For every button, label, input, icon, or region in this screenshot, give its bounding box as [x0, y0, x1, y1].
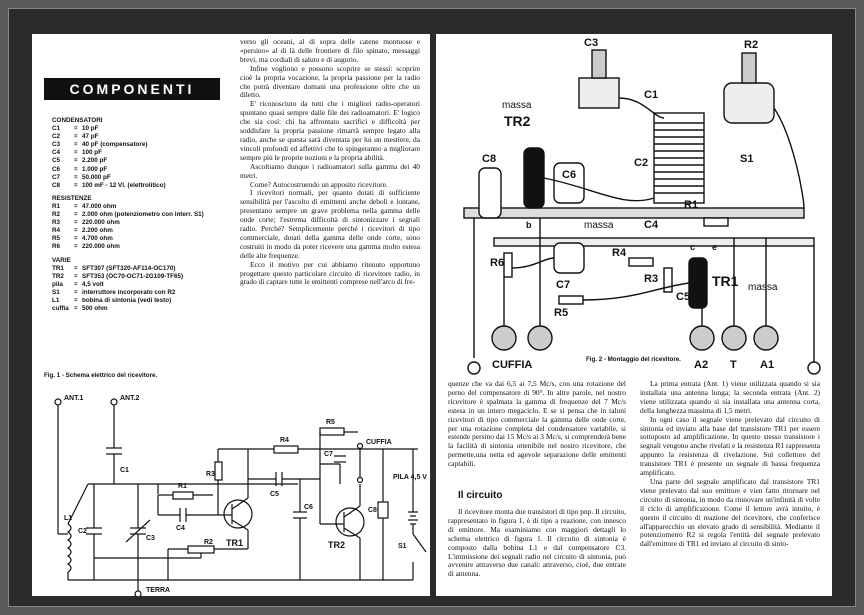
list-item: C4 = 100 pF [52, 149, 250, 157]
item-key: S1 [52, 288, 60, 296]
list-item: C1 = 10 pF [52, 125, 250, 133]
wiring-label: A2 [694, 359, 709, 371]
paragraph: Infine vogliono e possono scoprire se stessi: scoprire cioè la propria vocazione, la propria passione per la radio che potrà diventare domani una professione oltre che un diletto. [240, 63, 420, 100]
item-key: C1 [52, 125, 61, 133]
list-item: C8 = 100 mF - 12 Vl. (elettrolitico) [52, 182, 250, 190]
item-value: 2.000 ohm (potenziometro con interr. S1) [82, 211, 204, 219]
section-heading: VARIE [52, 256, 71, 264]
right-page [436, 34, 832, 596]
list-item: cuffia = 500 ohm [52, 305, 250, 313]
item-key: R5 [52, 235, 61, 243]
item-value: 4.700 ohm [82, 235, 113, 243]
item-key: L1 [52, 296, 60, 304]
list-item: C2 = 47 pF [52, 133, 250, 141]
wiring-label: C6 [562, 169, 577, 181]
paragraph: Ascoltiamo dunque i radioamatori sulla gamma dei 40 metri. [240, 161, 420, 180]
item-value: 50.000 pF [82, 173, 111, 181]
item-value: 40 pF (compensatore) [82, 141, 148, 149]
components-list [52, 112, 250, 313]
list-item: R5 = 4.700 ohm [52, 235, 250, 243]
wiring-label: massa [584, 220, 614, 231]
schematic-diagram [38, 384, 426, 594]
wiring-label: T [730, 359, 737, 371]
components-heading: COMPONENTI [44, 78, 220, 100]
wiring-label: C8 [482, 153, 497, 165]
wiring-label: R2 [744, 39, 759, 51]
list-item: C7 = 50.000 pF [52, 174, 250, 182]
paragraph: Ecco il motivo per cui abbiamo ritenuto opportuno progettare questo particolare circuito di ricevitore radio, in grado di captare tutte le emittenti comprese nell'arco di fre- [240, 259, 420, 287]
article-column-right-c [640, 380, 820, 549]
schematic-label: R5 [326, 419, 335, 426]
schematic-label: C4 [176, 525, 185, 532]
wiring-label: C7 [556, 279, 571, 291]
schematic-label: ANT.1 [64, 395, 84, 402]
item-value: 100 pF [82, 149, 102, 157]
wiring-label: C4 [644, 219, 659, 231]
item-key: C2 [52, 133, 61, 141]
wiring-label: C2 [634, 157, 649, 169]
item-value: 4,5 volt [82, 280, 104, 288]
paragraph: verso gli oceani, al di sopra delle catene montuose e «persino» al di là delle frontiere di filo spinato, messaggi brevi, ma cordiali di saluto e di augurio. [240, 37, 420, 64]
paragraph: I ricevitori normali, per quanto dotati di sufficiente sensibilità per l'ascolto di emittenti anche deboli e lontane, presentano sempre un grave problema nella gamma delle onde corte; l'estrema difficoltà di sintonizzare i segnali radio. Perché? Semplicemente perché i ricevitori di tipo commerciale, dotati della gamma delle onde corte, sono costruiti in modo da poter ricevere una gamma molto estesa delle alte frequenze. [240, 188, 420, 260]
paragraph: Una parte del segnale amplificato dal transistore TR1 viene prelevato dal suo emittore e vien fatto ritornare nel circuito di sintonia, in modo da rinnovare un'infinità di volte il ciclo di amplificazione. Come il lettore avrà intuito, è questo il circuito di reazione del ricevitore, che conferisce all'apparecchio un elevato grado di sensibilità. Mediante il potenziometro R2 si regola l'entità del segnale prelevato dall'emittore di TR1 ed inviato al circuito di sinto- [640, 476, 820, 549]
list-item: C5 = 2.200 pF [52, 157, 250, 165]
schematic-label: L1 [64, 515, 73, 522]
wiring-label: c [690, 242, 696, 252]
paragraph: quenze che va dai 6,5 ai 7,5 Mc/s, con una rotazione del perno del compensatore di 90°. In altre parole, nel nostro ricevitore è spalmata la gamma di frequenze del 7 Mc/s estesa in un intero megaciclo. E se si pensa che in taluni ricevitori di tipo commerciale la gamma delle onde corte, per una rotazione completa del condensatore variabile, si estende persino dai 15 Mc/s ai 3 Mc/s, si comprenderà bene la facilità di sintonia ottenibile nel nostro ricevitore, che permette,una netta ed agevole separazione delle emittenti captabili. [448, 379, 626, 469]
item-value: SFT307 (SFT320-AF114-OC170) [82, 264, 176, 272]
item-key: R2 [52, 211, 61, 219]
paragraph: In ogni caso il segnale viene prelevato dal circuito di sintonia ed inviato alla base del transistore TR1 per essere sottoposto ad amplificazione. In questo stesso transistore i segnali vengono anche rivelati e la resistenza R1 rappresenta appunto la resistenza di rivelazione. Sul collettore del transistore TR1 è presente un segnale di bassa frequenza amplificato. [640, 414, 820, 478]
wiring-label: R5 [554, 307, 569, 319]
wiring-label: C5 [676, 291, 691, 303]
list-item: TR2 = SFT353 (OC70-OC71-2G109-TF65) [52, 273, 250, 281]
item-key: R3 [52, 219, 61, 227]
item-value: 47 pF [82, 133, 99, 141]
schematic-label: ANT.2 [120, 395, 140, 402]
item-value: 2.200 ohm [82, 227, 113, 235]
wiring-label: R3 [644, 273, 659, 285]
schematic-label: C7 [324, 451, 333, 458]
item-key: R4 [52, 227, 61, 235]
item-value: 220.000 ohm [82, 243, 120, 251]
wiring-label: R4 [612, 247, 627, 259]
wiring-label: b [526, 220, 532, 230]
schematic-label: C2 [78, 528, 87, 535]
item-key: C4 [52, 149, 61, 157]
item-key: TR1 [52, 264, 64, 272]
item-key: pila [52, 280, 63, 288]
schematic-label: R3 [206, 471, 215, 478]
schematic-label: R4 [280, 437, 289, 444]
article-column-left [240, 38, 420, 287]
article-column-right-a [448, 380, 626, 469]
schematic-label: CUFFIA [366, 439, 392, 446]
list-item: pila = 4,5 volt [52, 281, 250, 289]
paragraph: E' riconosciuto da tutti che i migliori radio-operatori spuntano quasi sempre dalle file dei radioamatori. E' logico che sia così: chi ha affrontato sacrifici e difficoltà per soddisfare la propria passione rimarrà sempre legato alla radio, anche se questa sarà diventata per lui un mestiere, da vincoli profondi ed affettivi che lo spingeranno a migliorare sempre più le proprie nozioni e la propria abilità. [240, 99, 420, 162]
item-value: bobina di sintonia (vedi testo) [82, 296, 172, 304]
list-item: TR1 = SFT307 (SFT320-AF114-OC170) [52, 265, 250, 273]
article-column-right-b [448, 508, 626, 579]
item-key: C3 [52, 141, 61, 149]
section-heading: CONDENSATORI [52, 117, 103, 124]
item-value: 10 pF [82, 125, 99, 133]
item-key: C5 [52, 157, 61, 165]
item-key: R1 [52, 202, 61, 210]
schematic-label: C6 [304, 504, 313, 511]
item-value: 220.000 ohm [82, 219, 120, 227]
list-item: R1 = 47.000 ohm [52, 203, 250, 211]
schematic-label: TERRA [146, 587, 171, 594]
list-item: R3 = 220.000 ohm [52, 219, 250, 227]
wiring-label: TR2 [504, 113, 531, 129]
item-value: 1.000 pF [82, 165, 108, 173]
item-value: interruttore incorporato con R2 [82, 288, 176, 296]
wiring-label: massa [502, 100, 532, 111]
wiring-label: e [712, 242, 718, 252]
item-key: R6 [52, 243, 61, 251]
paragraph: Il ricevitore monta due transistori di tipo pnp. Il circuito, rappresentato in figura 1, è di tipo a reazione, con innesco di emittore. Ma esaminiamo con maggiori dettagli lo schema elettrico di figura 1. Il circuito di sintonia è composto dalla bobina L1 e dal compensatore C3. L'immissione dei segnali radio nel circuito di sintonia, può avvenire attraverso due canali: attraverso, cioè, due entrate di antenna. [448, 507, 626, 579]
wiring-label: TR1 [712, 273, 739, 289]
book-spread [8, 8, 856, 607]
schematic-label: R2 [204, 539, 213, 546]
wiring-label: A1 [760, 359, 775, 371]
item-key: C7 [52, 173, 61, 181]
schematic-label: TR2 [328, 540, 346, 550]
list-item: R2 = 2.000 ohm (potenziometro con interr. S1) [52, 211, 250, 219]
item-key: TR2 [52, 272, 64, 280]
item-value: 47.000 ohm [82, 202, 117, 210]
wiring-label: CUFFIA [492, 359, 533, 371]
figure-2-caption: Fig. 2 - Montaggio del ricevitore. [586, 356, 681, 363]
section-heading: RESISTENZE [52, 194, 92, 202]
item-value: SFT353 (OC70-OC71-2G109-TF65) [82, 272, 184, 280]
wiring-label: R1 [684, 199, 699, 211]
schematic-label: C3 [146, 535, 155, 542]
item-value: 500 ohm [82, 305, 108, 313]
list-item: C6 = 1.000 pF [52, 166, 250, 174]
item-key: cuffia [52, 305, 69, 313]
list-item: S1 = interruttore incorporato con R2 [52, 289, 250, 297]
item-value: 100 mF - 12 Vl. (elettrolitico) [82, 181, 166, 189]
item-key: C6 [52, 165, 61, 173]
list-item: R6 = 220.000 ohm [52, 243, 250, 251]
wiring-label: C1 [644, 89, 659, 101]
item-value: 2.200 pF [82, 157, 108, 165]
schematic-label: R1 [178, 483, 187, 490]
wiring-label: massa [748, 282, 778, 293]
section-subheading: Il circuito [458, 490, 503, 501]
paragraph: Come? Autocostruendo un apposito ricevitore. [250, 179, 388, 189]
list-item: C3 = 40 pF (compensatore) [52, 141, 250, 149]
wiring-label: C3 [584, 37, 599, 49]
item-key: C8 [52, 181, 61, 189]
schematic-label: C1 [120, 467, 129, 474]
schematic-label: PILA 4,5 V [393, 474, 427, 481]
wiring-label: R6 [490, 257, 505, 269]
list-item: R4 = 2.200 ohm [52, 227, 250, 235]
schematic-label: TR1 [226, 538, 244, 548]
schematic-label: S1 [398, 543, 407, 550]
wiring-label: S1 [740, 153, 754, 165]
list-item: L1 = bobina di sintonia (vedi testo) [52, 297, 250, 305]
left-page [32, 34, 430, 596]
schematic-label: C8 [368, 507, 377, 514]
schematic-label: C5 [270, 491, 279, 498]
figure-1-caption: Fig. 1 - Schema elettrico del ricevitore. [44, 372, 158, 379]
paragraph: La prima entrata (Ant. 1) viene utilizzata quando si sia installata una antenna lunga; la seconda entrata (Ant. 2) viene utilizzata quando si sia installata una antenna corta, della lunghezza massima di 1,5 metri. [640, 379, 820, 415]
